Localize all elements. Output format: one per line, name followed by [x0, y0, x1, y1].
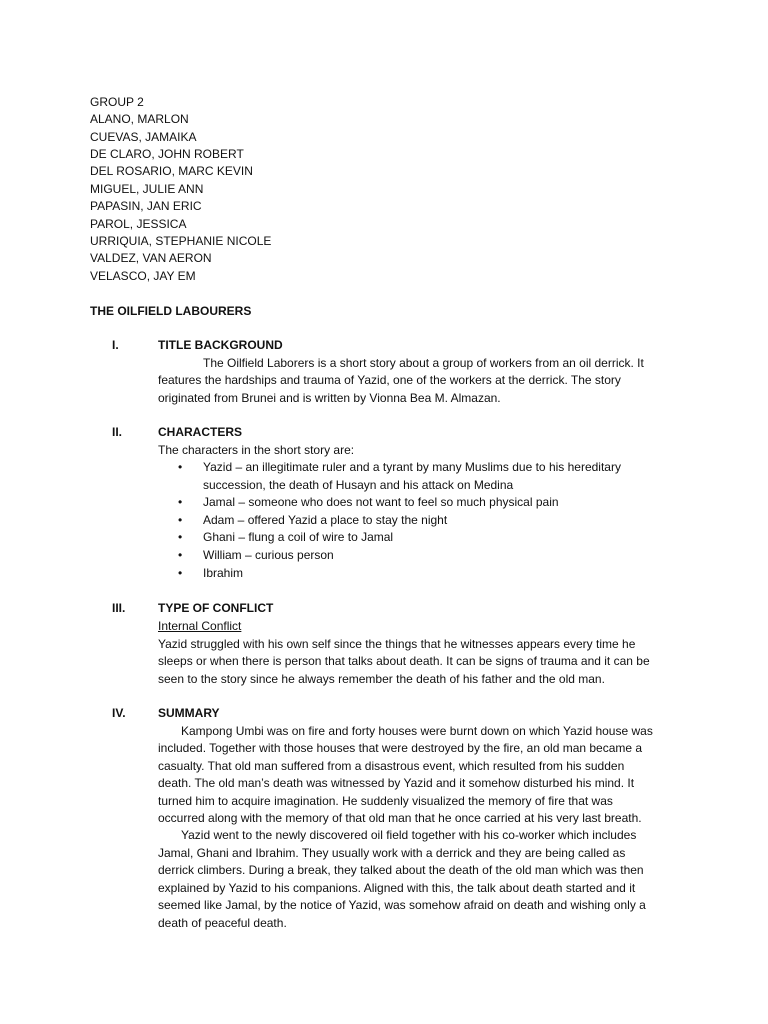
paragraph-line: sleeps or when there is person that talks about death. It can be signs of trauma and it can be — [158, 654, 650, 668]
member-name: DEL ROSARIO, MARC KEVIN — [90, 164, 253, 178]
bullet-icon: • — [178, 460, 183, 474]
list-item: Jamal – someone who does not want to feel so much physical pain — [203, 495, 559, 509]
member-name: MIGUEL, JULIE ANN — [90, 182, 204, 196]
member-name: CUEVAS, JAMAIKA — [90, 130, 197, 144]
paragraph-line: death. The old man’s death was witnessed by Yazid and it somehow disturbed his mind. It — [158, 776, 635, 790]
paragraph-line: derrick climbers. During a break, they talked about the death of the old man which was then — [158, 863, 644, 877]
section-numeral: I. — [112, 338, 119, 352]
bullet-icon: • — [178, 530, 183, 544]
list-item: William – curious person — [203, 548, 334, 562]
document-title: THE OILFIELD LABOURERS — [90, 304, 252, 318]
paragraph-line: casualty. That old man suffered from a disastrous event, which resulted from his sudden — [158, 759, 625, 773]
paragraph-line: Kampong Umbi was on fire and forty houses were burnt down on which Yazid house was — [181, 724, 653, 738]
paragraph-line: seen to the story since he always remember the death of his father and the old man. — [158, 672, 605, 686]
paragraph-line: turned him to acquire imagination. He suddenly visualized the memory of fire that was — [158, 794, 613, 808]
paragraph-line: Yazid struggled with his own self since the things that he witnesses appears every time he — [158, 637, 636, 651]
section-numeral: II. — [112, 425, 123, 439]
member-name: URRIQUIA, STEPHANIE NICOLE — [90, 234, 272, 248]
paragraph-line: originated from Brunei and is written by Vionna Bea M. Almazan. — [158, 391, 501, 405]
paragraph-line: Yazid went to the newly discovered oil field together with his co-worker which includes — [181, 828, 637, 842]
list-item: Ghani – flung a coil of wire to Jamal — [203, 530, 394, 544]
bullet-icon: • — [178, 495, 183, 509]
member-name: DE CLARO, JOHN ROBERT — [90, 147, 244, 161]
section-numeral: III. — [112, 601, 126, 615]
conflict-subheading: Internal Conflict — [158, 619, 242, 633]
member-name: VALDEZ, VAN AERON — [90, 251, 212, 265]
section-heading-characters: CHARACTERS — [158, 425, 242, 439]
bullet-icon: • — [178, 513, 183, 527]
bullet-icon: • — [178, 566, 183, 580]
bullet-icon: • — [178, 548, 183, 562]
member-name: VELASCO, JAY EM — [90, 269, 196, 283]
list-item: Ibrahim — [203, 566, 244, 580]
section-numeral: IV. — [112, 706, 126, 720]
member-name: ALANO, MARLON — [90, 112, 189, 126]
section-heading-conflict: TYPE OF CONFLICT — [158, 601, 274, 615]
group-title: GROUP 2 — [90, 95, 144, 109]
paragraph-line: Jamal, Ghani and Ibrahim. They usually work with a derrick and they are being called as — [158, 846, 626, 860]
member-name: PAROL, JESSICA — [90, 217, 187, 231]
paragraph-line: death of peaceful death. — [158, 916, 287, 930]
list-item-continuation: succession, the death of Husayn and his attack on Medina — [203, 478, 514, 492]
characters-intro: The characters in the short story are: — [158, 443, 355, 457]
paragraph-line: The Oilfield Laborers is a short story about a group of workers from an oil derrick. It — [203, 356, 644, 370]
paragraph-line: seemed like Jamal, by the notice of Yazid, was somehow afraid on death and wishing only a — [158, 898, 646, 912]
list-item: Yazid – an illegitimate ruler and a tyrant by many Muslims due to his hereditary — [203, 460, 621, 474]
list-item: Adam – offered Yazid a place to stay the night — [203, 513, 448, 527]
paragraph-line: features the hardships and trauma of Yazid, one of the workers at the derrick. The story — [158, 373, 621, 387]
section-heading-summary: SUMMARY — [158, 706, 220, 720]
paragraph-line: included. Together with those houses that were destroyed by the fire, an old man became a — [158, 741, 643, 755]
section-heading-title-background: TITLE BACKGROUND — [158, 338, 283, 352]
member-name: PAPASIN, JAN ERIC — [90, 199, 202, 213]
paragraph-line: occurred along with the memory of that old man that he once carried at his very last breath. — [158, 811, 642, 825]
paragraph-line: explained by Yazid to his companions. Aligned with this, the talk about death started and it — [158, 881, 636, 895]
